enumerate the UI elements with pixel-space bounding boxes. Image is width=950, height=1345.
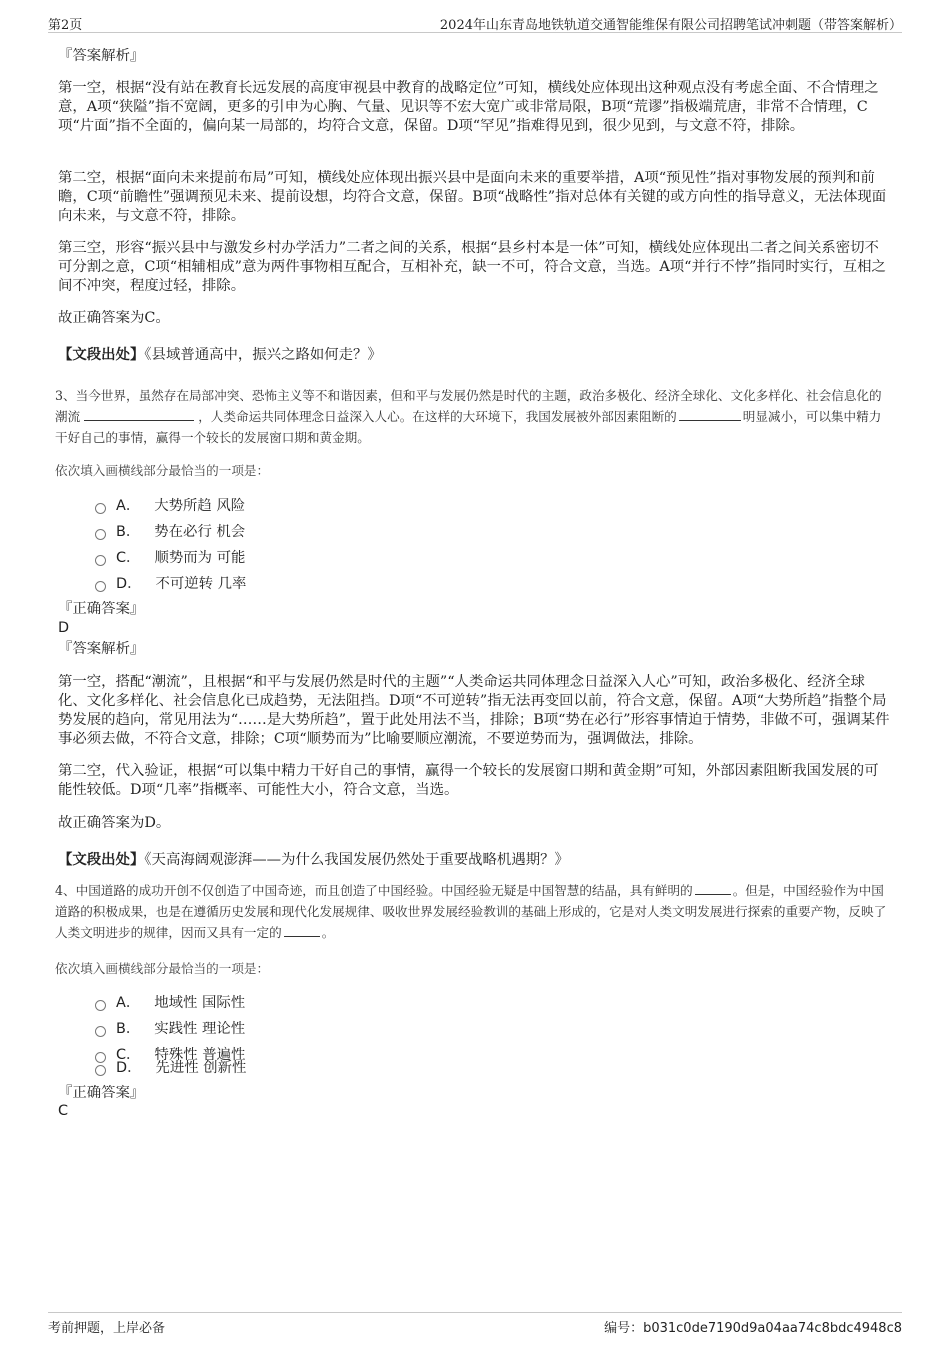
radio-icon[interactable] [95,1026,106,1037]
radio-icon[interactable] [95,1000,106,1011]
q2-analysis-2: 第二空，根据“面向未来提前布局”可知，横线处应体现出振兴县中是面向未来的重要举措，A项“预见性”指对事物发展的预判和前瞻，C项“前瞻性”强调预见未来、提前设想，均符合文意，保留。B项“战略性”指对总体有关键的或方向性的指导意义，无法体现面向未来，与文意不符，排除。 [58,170,887,224]
q3-analysis-1: 第一空，搭配“潮流”，且根据“和平与发展仍然是时代的主题”“人类命运共同体理念日益深入人心”可知，政治多极化、经济全球化、文化多样化、社会信息化已成趋势，无法阻挡。D项“不可逆转”指无法再变回以前，符合文意，保留。A项“大势所趋”指整个局势发展的趋向，常见用法为“……是大势所趋”，置于此处用法不当，排除；B项“势在必行”形容事情迫于情势，非做不可，强调某件事必须去做，不符合文意，排除；C项“顺势而为”比喻要顺应潮流，不要逆势而为，强调做法，排除。 [58,674,890,747]
blank-1 [84,408,194,421]
blank-2 [679,408,741,421]
radio-icon[interactable] [95,529,106,540]
radio-icon[interactable] [95,1065,106,1076]
footer-slogan: 考前押题，上岸必备 [48,1321,166,1336]
document-title: 2024年山东青岛地铁轨道交通智能维保有限公司招聘笔试冲刺题（带答案解析） [439,18,902,33]
q4-option-a[interactable]: A． 地域性 国际性 [95,991,245,1011]
q3-option-c[interactable]: C． 顺势而为 可能 [95,546,245,566]
source-label: 【文段出处】 [58,851,145,868]
source-title: 《县域普通高中，振兴之路如何走？》 [144,347,382,363]
source-label: 【文段出处】 [58,346,145,363]
q3-analysis-2: 第二空，代入验证，根据“可以集中精力干好自己的事情，赢得一个较长的发展窗口期和黄金期”可知，外部因素阻断我国发展的可能性较低。D项“几率”指概率、可能性大小，符合文意，当选。 [58,763,879,798]
page-number: 第2页 [48,18,83,33]
q4-prompt: 依次填入画横线部分最恰当的一项是： [55,961,270,976]
radio-icon[interactable] [95,503,106,514]
analysis-label: 『答案解析』 [58,641,145,657]
document-code: 编号：b031c0de7190d9a04aa74c8bdc4948c8 [604,1321,902,1336]
q3-prompt: 依次填入画横线部分最恰当的一项是： [55,463,270,478]
source-title: 《天高海阔观澎湃——为什么我国发展仍然处于重要战略机遇期？》 [144,852,569,868]
radio-icon[interactable] [95,555,106,566]
q2-analysis-3: 第三空，形容“振兴县中与激发乡村办学活力”二者之间的关系，根据“县乡村本是一体”可知，横线处应体现出二者之间关系密切不可分割之意，C项“相辅相成”意为两件事物相互配合，互相补充，缺一不可，符合文意，当选。A项“并行不悖”指同时实行，互相之间不冲突，程度过轻，排除。 [58,240,886,294]
q4-option-c[interactable]: C． 特殊性 普遍性 [95,1043,245,1063]
q3-option-b[interactable]: B． 势在必行 机会 [95,520,245,540]
correct-answer-label: 『正确答案』 [58,601,145,617]
question-3: 3、当今世界，虽然存在局部冲突、恐怖主义等不和谐因素，但和平与发展仍然是时代的主题，政治多极化、经济全球化、文化多样化、社会信息化的潮流 ，人类命运共同体理念日益深入人心。在这样的大环境下，我国发展被外部因素阻断的 明显减小，可以集中精力干好自己的事情，赢得一个较长的发展窗口期和黄金期。 [55,388,882,445]
q4-option-b[interactable]: B． 实践性 理论性 [95,1017,245,1037]
blank-1 [695,882,731,895]
q2-analysis-1: 第一空，根据“没有站在教育长远发展的高度审视县中教育的战略定位”可知，横线处应体现出这种观点没有考虑全面、不合情理之意，A项“狭隘”指不宽阔，更多的引申为心胸、气量、见识等不宏大宽广或非常局限，B项“荒谬”指极端荒唐，非常不合情理，C项“片面”指不全面的，偏向某一局部的，均符合文意，保留。D项“罕见”指难得见到，很少见到，与文意不符，排除。 [58,80,879,134]
q3-answer: D [58,620,70,636]
q2-source [58,343,382,364]
q3-conclusion: 故正确答案为D。 [58,815,171,831]
page-header [48,12,902,33]
analysis-label: 『答案解析』 [58,48,145,64]
q2-conclusion: 故正确答案为C。 [58,310,170,326]
radio-icon[interactable] [95,581,106,592]
question-4: 4、中国道路的成功开创不仅创造了中国奇迹，而且创造了中国经验。中国经验无疑是中国智慧的结晶，具有鲜明的 。但是，中国经验作为中国道路的积极成果，也是在遵循历史发展和现代化发展规律、吸收世界发展经验教训的基础上形成的，它是对人类文明发展进行探索的重要产物，反映了人类文明进步的规律，因而又具有一定的 。 [55,883,887,940]
q4-answer: C [58,1103,69,1119]
correct-answer-label: 『正确答案』 [58,1085,145,1101]
blank-2 [284,924,320,937]
q3-option-a[interactable]: A． 大势所趋 风险 [95,494,245,514]
q3-source [58,848,569,869]
q3-option-d[interactable]: D． 不可逆转 几率 [95,572,246,592]
page-footer [48,1312,902,1335]
q4-option-d[interactable]: D． 先进性 创新性 [95,1056,246,1076]
